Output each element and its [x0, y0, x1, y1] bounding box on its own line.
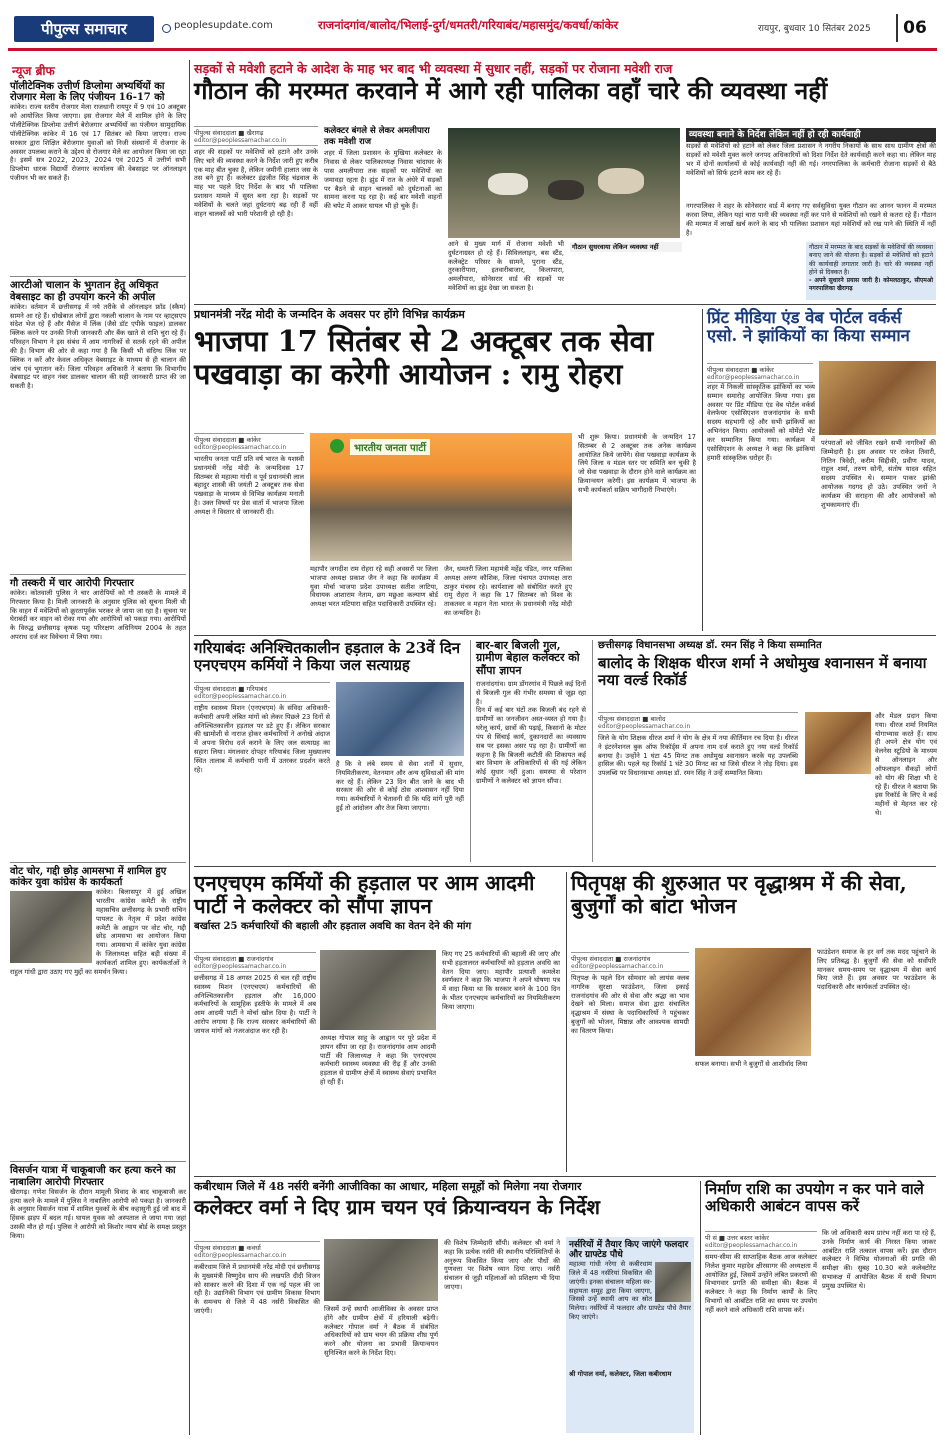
brief-item: [10, 81, 186, 273]
bjp-kicker: प्रधानमंत्री नरेंद्र मोदी के जन्मदिन के अवसर पर होंगे विभिन्न कार्यक्रम: [194, 308, 465, 321]
cattle-quote: गौठान में मरम्मत के बाद सड़कों के मवेशियों की व्यवस्था बनाए जाने की योजना है। सड़कों से मवेशियों को हटाने की कार्यवाही लगातार जारी है। चारे की व्यवस्था नहीं होने से दिक्कत है।: [809, 244, 933, 276]
nirman-headline: निर्माण राशि का उपयोग न कर पाने वाले अधिकारी आबंटन वापस करें: [705, 1180, 924, 1215]
cattle-col1: शहर की सड़कों पर मवेशियों को हटाने और उनके लिए चारे की व्यवस्था करने के निर्देश जारी हुए करीब एक माह बीत चुका है, लेकिन जमीनी हालात जस के तस बने हुए हैं। कलेक्टर इंद्रजीत सिंह चंद्रवाल के माह भर पहले दिए निर्देश के बाद भी पालिका प्रशासन मामले में सुस्त बना रहा है। सड़कों पर मवेशियों के चलते जहां दुर्घटनाएं बढ़ रही हैं वहीं वाहन चालकों को भारी परेशानी हो रही है।: [194, 148, 318, 218]
brief-body: कांकेर। वर्तमान में छत्तीसगढ़ में नये तरीके से ऑनलाइन फ्रॉड (स्कैम) सामने आ रहे हैं। धोखेबाज लोगों द्वारा नकली चालान के नाम पर व्हाट्सएप संदेश भेज रहे हैं और मैसेज में लिंक (जैसे डॉट एपीके फाइल) डालकर क्लिक करने पर उनकी निजी जानकारी और बैंक खाते से राशि चुरा रहे हैं। परिवहन विभाग ने इस संबंध में आम नागरिकों से सतर्क रहने की अपील की है। विभाग की ओर से कहा गया है कि किसी भी संदिग्ध लिंक पर क्लिक न करें और केवल अधिकृत वेबसाइट के माध्यम से ही चालान की जांच एवं भुगतान करें। जिला परिवहन अधिकारी ने बताया कि विभागीय वेबसाइट पर वाहन नंबर डालकर चालान की सही जानकारी प्राप्त की जा सकती है।: [10, 302, 186, 391]
bijli-lede: राजनांदगांव। ग्राम डोंगरगांव में पिछले कई दिनों से बिजली गुल की गंभीर समस्या से जूझ रहा है।: [476, 679, 586, 706]
nhm-aap-headline: एनएचएम कर्मियों की हड़ताल पर आम आदमी पार्टी ने कलेक्टर को सौंपा ज्ञापन: [194, 871, 535, 918]
kabirdham-col2: जिसमें उन्हें स्थायी आजीविका के अवसर प्राप्त होंगे और ग्रामीण क्षेत्रों में हरियाली बढ़ेगी। कलेक्टर गोपाल वर्मा ने बैठक में संबंधित अधिकारियों को ग्राम चयन की प्रक्रिया शीघ्र पूर्ण करने और योजना का प्रभावी क्रियान्वयन सुनिश्चित करने के निर्देश दिए।: [324, 1305, 438, 1358]
kabirdham-col1: कबीरधाम जिले में प्रधानमंत्री नरेंद्र मोदी एवं छत्तीसगढ़ के मुख्यमंत्री विष्णुदेव साय की लखपति दीदी विजन को साकार करने की दिशा में एक नई पहल की जा रही है। उद्यानिकी विभाग एवं ग्रामीण विकास विभाग के समन्वय से जिले में 48 नर्सरी विकसित की जाएंगी।: [194, 1263, 320, 1316]
brief-title: पॉलीटेक्निक उत्तीर्ण डिप्लोमा अभ्यर्थियों का रोजगार मेला के लिए पंजीयन 16-17 को: [10, 81, 165, 104]
news-brief-label: न्यूज ब्रीफ: [12, 64, 55, 78]
kabirdham-collector-photo: [655, 1262, 691, 1302]
brief-item: [10, 280, 186, 570]
bjp-col3: जैन, धमतरी जिला महामंत्री महेंद्र पंडित, नगर पालिका अध्यक्ष अरुण कौशिक, जिला पंचायत उपाध्यक्ष तारा ठाकुर मंचस्थ रहे। कार्यशाला को संबोधित करते हुए रामु रोहरा ने कहा कि 17 सितम्बर को विश्व के ताकतवर व महान नेता भारत के प्रधानमंत्री नरेंद्र मोदी का जन्मदिन है।: [444, 565, 572, 618]
kabirdham-kicker: कबीरधाम जिले में 48 नर्सरी बनेंगी आजीविका का आधार, महिला समूहों को मिलेगा नया रोजगार: [194, 1180, 582, 1193]
balod-photo: [805, 712, 871, 774]
cattle-story: [194, 62, 936, 300]
nhm-aap-sub: बर्खास्त 25 कर्मचारियों की बहाली और हड़ताल अवधि का वेतन देने की मांग: [194, 920, 472, 932]
brief-title: विसर्जन यात्रा में चाकूबाजी कर हत्या करने का नाबालिग आरोपी गिरफ्तार: [10, 1165, 176, 1188]
logo: [14, 16, 154, 42]
print-media-byline: पीपुल्स संवाददाता ■ कांकेर editor@peoplessamachar.co.in: [707, 363, 813, 383]
gariyaband-headline: गरियाबंदः अनिश्चितकालीन हड़ताल के 23वें दिन एनएचएम कर्मियों ने किया जल सत्याग्रह: [194, 639, 461, 674]
bijli-story: [470, 640, 586, 862]
pitru-col1: पितृपक्ष के पहले दिन सोमवार को लायंस क्लब नागरिक सुरक्षा फाउंडेशन, जिला इकाई राजनांदगांव की ओर से सेवा और श्रद्धा का भाव देखने को मिला। समाज सेवा द्वारा संचालित वृद्धाश्रम में संस्था के पदाधिकारियों ने पहुंचकर बुजुर्गों को भोजन, मिष्ठान्न और आवश्यक सामग्री का वितरण किया।: [571, 974, 689, 1035]
bjp-banner-text: भारतीय जनता पार्टी: [350, 439, 430, 455]
brief-body: कांकेर। कोतवाली पुलिस ने चार आरोपियों को गौ तस्करी के मामले में गिरफ्तार किया है। मिली जानकारी के अनुसार पुलिस को सूचना मिली थी कि वाहन में मवेशियों को क्रूरतापूर्वक भरकर ले जाया जा रहा है। सूचना पर घेराबंदी कर वाहन को रोका गया और आरोपियों को पकड़ा गया। आरोपियों के विरुद्ध छत्तीसगढ़ कृषक पशु परिरक्षण अधिनियम 2004 के तहत अपराध दर्ज कर विवेचना में लिया गया।: [10, 588, 186, 642]
brief-item: [10, 1165, 186, 1357]
brief-photo: [10, 891, 92, 963]
bjp-col1: भारतीय जनता पार्टी प्रति वर्ष भारत के यशस्वी प्रधानमंत्री नरेंद्र मोदी के जन्मदिवस 17 सितम्बर से महात्मा गांधी व पूर्व प्रधानमंत्री लाल बहादुर शास्त्री की जयंती 2 अक्टूबर तक सेवा पखवाड़ा के माध्यम से विभिन्न कार्यक्रम मनाती है। उक्त विषयों पर प्रेस वार्ता में भाजपा जिला अध्यक्ष ने विस्तार से जानकारी दी।: [194, 455, 304, 516]
gariyaband-byline: पीपुल्स संवाददाता ■ गरियाबंद editor@peoplessamachar.co.in: [194, 682, 330, 702]
nirman-col1: समय-सीमा की साप्ताहिक बैठक आज कलेक्टर निलेश कुमार महादेव क्षीरसागर की अध्यक्षता में आयोजित हुई, जिसमें उन्होंने लंबित प्रकरणों की विभागवार प्रगति की समीक्षा की। बैठक में कलेक्टर ने कहा कि निर्माण कार्यों के लिए विभागों को आबंटित राशि का समय पर उपयोग नहीं करने वाले अधिकारी राशि वापस करें।: [705, 1253, 817, 1314]
balod-kicker: छत्तीसगढ़ विधानसभा अध्यक्ष डॉ. रमन सिंह ने किया सम्मानित: [598, 640, 822, 651]
cattle-col3: आने से मुख्य मार्ग में रोजाना मवेशी भी दुर्घटनाग्रस्त हो रहे हैं। सिविललाइन, बस स्टैंड, कलेक्ट्रेट परिसर के सामने, पुराना स्टैंड, तुरकारीपारा, इतवारीबाजार, किलापारा, अमलीपारा, सोनेसरार वार्ड की सड़कों पर मवेशियों का झुंड देखा जा सकता है।: [448, 240, 564, 293]
balod-col1: जिले के योग शिक्षक धीरज शर्मा ने योग के क्षेत्र में नया कीर्तिमान रच दिया है। धीरज ने इंटरनेशनल बुक ऑफ रिकॉर्ड्स में अपना नाम दर्ज कराते हुए नया वर्ल्ड रिकॉर्ड बनाया है। उन्होंने 1 घंटा 45 मिनट तक अधोमुख श्वानासन करके यह उपलब्धि हासिल की। पहले यह रिकॉर्ड 1 घंटे 30 मिनट का था जिसे धीरज ने तोड़ दिया। इस उपलब्धि पर विधानसभा अध्यक्ष डॉ. रमन सिंह ने उन्हें सम्मानित किया।: [598, 734, 798, 778]
cattle-subhead: कलेक्टर बंगले से लेकर अमलीपारा तक मवेशी राज: [324, 126, 430, 147]
print-media-col2: परंपराओं को जीवित रखने सभी नागरिकों की जिम्मेदारी है। इस अवसर पर राकेश तिवारी, नितिन त्रिवेदी, करीम सिद्दीकी, प्रवीण यादव, राहुल शर्मा, तरुण सोनी, संतोष यादव सहित सदस्य उपस्थित थे। सम्मान पाकर झांकी आयोजक गदगद हो उठे। उपस्थित जनों ने कार्यक्रम की सराहना की और आयोजकों को शुभकामनाएं दीं।: [821, 439, 936, 509]
cattle-side-head: व्यवस्था बनाने के निर्देश लेकिन नहीं हो रही कार्यवाही: [686, 128, 936, 142]
brief-body: कांकेर। राज्य स्तरीय रोजगार मेला राजधानी रायपुर में 9 एवं 10 अक्टूबर को आयोजित किया जाएगा। इस रोजगार मेले में शामिल होने के लिए पॉलीटेक्निक डिप्लोमा उत्तीर्ण बेरोजगार अभ्यर्थियों का पंजीयन सामुदायिक पॉलीटेक्निक कांकेर में 16 एवं 17 सितंबर को किया जाएगा। राज्य सरकार द्वारा शिक्षित बेरोजगार युवाओं को निजी संस्थानों में रोजगार के अवसर उपलब्ध कराने के उद्देश्य से रोजगार मेले का आयोजन किया जा रहा है। इसमें सत्र 2022, 2023, 2024 एवं 2025 में उत्तीर्ण सभी डिप्लोमा धारक विद्यार्थी रोजगार कार्यालय की वेबसाइट पर ऑनलाइन पंजीयन भी कर सकते हैं।: [10, 103, 186, 182]
cattle-col2: शहर में जिला प्रशासन के मुखिया कलेक्टर के निवास से लेकर पालिकाध्यक्ष निवास चांदाघर के पास अमलीपारा तक सड़कों पर मवेशियों का जमावड़ा रहता है। झुंड में रात के अंधेरे में सड़कों पर बैठने से वाहन चालकों को दुर्घटनाओं का सामना करना पड़ रहा है। कई बार मवेशी वाहनों की चपेट में आकर घायल भी हो चुके हैं।: [324, 149, 442, 211]
masthead-rule: [8, 48, 937, 51]
bjp-col2: महापौर जगदीश राम रोहरा रहे सही अवसरों पर जिला भाजपा अध्यक्ष प्रकाश जैन ने कहा कि कार्यक्रम में युवा मोर्चा भाजपा प्रदेश उपाध्यक्ष सतीश लाटिया, विधायक आशाराम नेताम, छग मछुआ कल्याण बोर्ड अध्यक्ष भरत मटियारा सहित पदाधिकारी उपस्थित रहे।: [310, 565, 438, 609]
gariyaband-story: [194, 640, 464, 862]
kabirdham-photo: [324, 1239, 438, 1301]
page-number: 06: [896, 14, 932, 42]
news-brief-column: [10, 60, 186, 1435]
nhm-aap-story: [194, 872, 562, 1172]
pitru-col2: फाउंडेशन समाज के हर वर्ग तक मदद पहुंचाने के लिए प्रतिबद्ध है। बुजुर्गों की सेवा को सर्वोपरि मानकर समय-समय पर वृद्धाश्रम में सेवा कार्य किए जाते हैं। इस अवसर पर फाउंडेशन के पदाधिकारी और कार्यकर्ता उपस्थित रहे।: [817, 948, 936, 992]
brief-title: वोट चोर, गद्दी छोड़ आमसभा में शामिल हुए कांकेर युवा कांग्रेस के कार्यकर्ता: [10, 865, 167, 889]
pitru-photo: [695, 948, 811, 1056]
pitru-headline: पितृपक्ष की शुरुआत पर वृद्धाश्रम में की सेवा, बुजुर्गों को बांटा भोजन: [571, 871, 907, 918]
bjp-photo: [310, 433, 572, 561]
website-link[interactable]: peoplesupdate.com: [174, 20, 273, 31]
cattle-headline: गौठान की मरम्मत करवाने में आगे रही पालिका वहाँ चारे की व्यवस्था नहीं: [194, 76, 828, 105]
print-media-story: [707, 309, 936, 631]
bjp-headline: भाजपा 17 सितंबर से 2 अक्टूबर तक सेवा पखवाड़ा का करेगी आयोजन : रामु रोहरा: [194, 324, 654, 391]
kabirdham-side-body: महात्मा गांधी नरेगा से कबीरधाम जिले में 48 नर्सरियां विकसित की जाएंगी। इनका संचालन महिला स्व-सहायता समूह द्वारा किया जाएगा, जिससे उन्हें स्थायी आय का स्रोत मिलेगा। नर्सरियों में फलदार और ग्राफ्टेड पौधे तैयार किए जाएंगे।: [569, 1260, 691, 1322]
cattle-photo-body: नगरपालिका ने शहर के सोनेसरार वार्ड में बनाए गए सर्वसुविधा युक्त गौठान का आनन फानन में मरम्मत करवा लिया, लेकिन यहां चारा पानी की व्यवस्था नहीं कर पाने से मवेशियों को रखने से कतरा रहे हैं। गौठान की मरम्मत में लाखों खर्च करने के बाद भी पालिका प्रशासन यहां मवेशियों को रख पाने की स्थिति में नहीं है।: [686, 202, 936, 237]
kabirdham-headline: कलेक्टर वर्मा ने दिए ग्राम चयन एवं क्रियान्वयन के निर्देश: [194, 1195, 600, 1220]
print-media-headline: प्रिंट मीडिया एंड वेब पोर्टल वर्कर्स एसो. ने झांकियों का किया सम्मान: [707, 308, 910, 346]
cattle-side-body: सड़कों से मवेशियों को हटाने को लेकर जिला प्रशासन ने नगरीय निकायों के साथ साथ ग्रामीण क्षेत्रों की सड़कों को मवेशी मुक्त करने जनपद अधिकारियों को दिशा निर्देश देते कार्यवाही करने कहा था। लेकिन माह भर में दोनों कार्यालयों से कोई कार्यवाही नहीं की गई। नगरपालिका के कर्मचारी रोजाना सड़कों से बैठे मवेशियों को सिर्फ हटाने काम कर रहे हैं।: [686, 142, 936, 177]
gariyaband-photo: [336, 682, 464, 756]
nirman-col2: कि जो अधिकारी काम प्रारंभ नहीं करा पा रहे हैं, उनके निर्माण कार्य की निरस्त किया जाकर आबंटित राशि तत्काल वापस करें। इस दौरान कलेक्टर ने विभिन्न योजनाओं की प्रगति की समीक्षा की। सुबह 10.30 बजे कलेक्टोरेट सभाकक्ष में आयोजित बैठक में सभी विभाग प्रमुख उपस्थित थे।: [822, 1229, 936, 1290]
cattle-photo: [448, 128, 680, 238]
globe-icon: [162, 24, 171, 33]
dateline: रायपुर, बुधवार 10 सितंबर 2025: [758, 24, 871, 34]
nhm-aap-photo: [320, 950, 436, 1030]
brief-body: खैरागढ़। गणेश विसर्जन के दौरान मामूली विवाद के बाद चाकूबाजी कर हत्या करने के मामले में पुलिस ने नाबालिग आरोपी को पकड़ा है। जानकारी के अनुसार विसर्जन यात्रा में शामिल युवकों के बीच कहासुनी हुई जो बाद में हिंसक झड़प में बदल गई। घायल युवक को अस्पताल ले जाया गया जहां उसकी मौत हो गई। पुलिस ने आरोपी को किशोर न्याय बोर्ड के समक्ष प्रस्तुत किया।: [10, 1187, 186, 1240]
bjp-lotus-icon: [330, 439, 344, 453]
kabirdham-col3: की विशेष जिम्मेदारी सौंपी। कलेक्टर श्री वर्मा ने कहा कि प्रत्येक नर्सरी की स्थानीय परिस्थितियों के अनुरूप विकसित किया जाए और पौधों की गुणवत्ता पर विशेष ध्यान दिया जाए। नर्सरी संचालन से जुड़ी महिलाओं को प्रशिक्षण भी दिया जाएगा।: [444, 1239, 560, 1292]
cattle-photo-caption: गौठान सुधरवाया लेकिन व्यवस्था नहीं: [570, 242, 682, 252]
print-media-photo: [819, 361, 936, 435]
brief-item: [10, 578, 186, 859]
nhm-aap-col3: किए गए 25 कर्मचारियों की बहाली की जाए और सभी हड़तालरत कर्मचारियों को हड़ताल अवधि का वेतन दिया जाए। महापौर प्रत्याशी कमलेश स्वर्णकार ने कहा कि भाजपा ने अपने घोषणा पत्र में वादा किया था कि सरकार बनने के 100 दिन के भीतर एनएचएम कर्मचारियों का नियमितीकरण किया जाएगा।: [442, 950, 560, 1011]
balod-col2b: [805, 778, 937, 838]
regions-bar: राजनांदगांव/बालोद/भिलाई-दुर्ग/धमतरी/गरियाबंद/महासमुंद/कवर्धा/कांकेर: [318, 18, 619, 32]
bjp-col4: भी शुरू किया। प्रधानमंत्री के जन्मदिन 17 सितम्बर से 2 अक्टूबर तक अनेक कार्यक्रम आयोजित किये जायेंगे। सेवा पखवाड़ा कार्यक्रम के लिये जिला व मंडल स्तर पर समिति बन चुकी है जो सेवा पखवाड़ा के दौरान होने वाले कार्यक्रम का क्रियान्वयन करेगी। इस कार्यक्रम में भाजपा के सभी कार्यकर्ता सक्रिय भागीदारी निभाएंगे।: [578, 433, 696, 494]
cattle-byline: पीपुल्स संवाददाता ■ खैरागढ़ editor@peoplessamachar.co.in: [194, 126, 318, 146]
brief-title: आरटीओ चालान के भुगतान हेतु अधिकृत वेबसाइट का ही उपयोग करने की अपील: [10, 280, 159, 303]
masthead: [0, 0, 945, 58]
bijli-body: दिन में कई बार घंटों तक बिजली बंद रहने से ग्रामीणों का जनजीवन अस्त-व्यस्त हो गया है। घरेलू कार्य, छात्रों की पढ़ाई, किसानों के मोटर पंप से सिंचाई कार्य, दुकानदारों का व्यवसाय सब पर इसका असर पड़ रहा है। ग्रामीणों का कहना है कि बिजली कटौती की शिकायत कई बार विभाग के अधिकारियों से की गई लेकिन कोई सुधार नहीं हुआ। समस्या से परेशान ग्रामीणों ने कलेक्टर को ज्ञापन सौंपा।: [476, 706, 586, 786]
brief-body: कांकेर। बिलासपुर में हुई अखिल भारतीय कांग्रेस कमेटी के राष्ट्रीय महासचिव छत्तीसगढ़ के प्रभारी सचिन पायलट के नेतृत्व में प्रदेश कांग्रेस कमेटी के आह्वान पर वोट चोर, गद्दी छोड़ आमसभा का आयोजन किया गया। आमसभा में कांकेर युवा कांग्रेस के जिलाध्यक्ष सहित बड़ी संख्या में कार्यकर्ता शामिल हुए। कार्यकर्ताओं ने राहुल गांधी द्वारा उठाए गए मुद्दों का समर्थन किया।: [10, 888, 186, 976]
cattle-quote-box: [806, 242, 936, 300]
balod-byline: पीपुल्स संवाददाता ■ बालोद editor@peoplessamachar.co.in: [598, 712, 798, 732]
kabirdham-side-head: नर्सरियों में तैयार किए जाएंगे फलदार और ग्राफ्टेड पौधे: [569, 1240, 689, 1261]
nirman-byline: पी सं ■ उत्तर बस्तर कांकेर editor@peoplessamachar.co.in: [705, 1231, 817, 1251]
brief-title: गौ तस्करी में चार आरोपी गिरफ्तार: [10, 577, 134, 589]
bijli-headline: बार-बार बिजली गुल, ग्रामीण बेहाल कलेक्टर को सौंपा ज्ञापन: [476, 639, 580, 677]
bjp-byline: पीपुल्स संवाददाता ■ कांकेर editor@peoplessamachar.co.in: [194, 433, 304, 453]
pitru-story: [571, 872, 936, 1172]
pitru-byline: पीपुल्स संवाददाता ■ राजनांदगांव editor@peoplessamachar.co.in: [571, 952, 689, 972]
kabirdham-byline: पीपुल्स संवाददाता ■ कवर्धा editor@peoplessamachar.co.in: [194, 1241, 320, 1261]
nhm-aap-col2: अध्यक्ष गोपाल साहू के आह्वान पर पूरे प्रदेश में ज्ञापन सौंपा जा रहा है। राजनांदगांव आम आदमी पार्टी की जिलाध्यक्ष ने कहा कि एनएचएम कर्मचारी स्वास्थ्य व्यवस्था की रीढ़ हैं और उनकी हड़ताल से ग्रामीण क्षेत्रों में स्वास्थ्य सेवाएं प्रभावित हो रही हैं।: [320, 1034, 436, 1087]
cattle-quote-by: - अपने सुधारने प्रयास जारी है। कोमलठाकुर, सीएमओ नगरपालिका खैरागढ़: [809, 277, 933, 293]
bjp-story: [194, 309, 698, 631]
kabirdham-story: [194, 1181, 696, 1435]
nhm-aap-col1: छत्तीसगढ़ में 18 अगस्त 2025 से चल रही राष्ट्रीय स्वास्थ्य मिशन (एनएचएम) कर्मचारियों की अनिश्चितकालीन हड़ताल और 16,000 कर्मचारियों के सामूहिक इस्तीफे के मामले में अब आम आदमी पार्टी ने मोर्चा खोल दिया है। पार्टी ने आरोप लगाया है कि राज्य सरकार कर्मचारियों की जायज मांगों को नजरअंदाज कर रही है।: [194, 974, 316, 1035]
balod-story: [592, 640, 936, 862]
balod-headline: बालोद के शिक्षक धीरज शर्मा ने अधोमुख श्वानासन में बनाया नया वर्ल्ड रिकॉर्ड: [598, 654, 927, 689]
gariyaband-col1: राष्ट्रीय स्वास्थ्य मिशन (एनएचएम) के संविदा अधिकारी-कर्मचारी अपनी लंबित मांगों को लेकर पिछले 23 दिनों से अनिश्चितकालीन हड़ताल पर डटे हुए हैं। लेकिन सरकार की खामोशी से नाराज होकर कर्मचारियों ने अनोखे अंदाज में अपना विरोध दर्ज कराने के लिए जल सत्याग्रह का सहारा लिया। मंगलवार दोपहर गरियाबंद जिला मुख्यालय स्थित तालाब में कर्मचारी पानी में उतरकर प्रदर्शन करते रहे।: [194, 704, 330, 774]
kabirdham-side-box: [566, 1237, 694, 1433]
kabirdham-side-quote: श्री गोपाल वर्मा, कलेक्टर, जिला कबीरधाम: [569, 1370, 672, 1379]
brief-item: [10, 866, 186, 1158]
nhm-aap-byline: पीपुल्स संवाददाता ■ राजनांदगांव editor@peoplessamachar.co.in: [194, 952, 316, 972]
logo-text: पीपुल्स समाचार: [41, 20, 127, 38]
gariyaband-col2: है कि वे लंबे समय से सेवा शर्तों में सुधार, नियमितीकरण, वेतनमान और अन्य सुविधाओं की मांग कर रहे हैं। लेकिन 23 दिन बीत जाने के बाद भी सरकार की ओर से कोई ठोस आश्वासन नहीं दिया गया। कर्मचारियों ने चेतावनी दी कि यदि मांगें पूरी नहीं हुईं तो आंदोलन और तेज किया जाएगा।: [336, 760, 464, 813]
balod-col2: और मेडल प्रदान किया गया। धीरज शर्मा नियमित योगाभ्यास करते हैं। साथ ही अपने क्षेत्र योग एवं वेलनेस स्टूडियो के माध्यम से ऑनलाइन और ऑफलाइन सैकड़ों लोगों को योग की शिक्षा भी दे रहे हैं। धीरज ने बताया कि इस रिकॉर्ड के लिए वे कई महीनों से मेहनत कर रहे थे।: [875, 712, 937, 818]
cattle-kicker: सड़कों से मवेशी हटाने के आदेश के माह भर बाद भी व्यवस्था में सुधार नहीं, सड़कों पर रोजाना मवेशी राज: [194, 61, 673, 76]
pitru-caption: सफल बनाया। सभी ने बुजुर्गों से आशीर्वाद लिया: [695, 1060, 808, 1068]
nirman-story: [705, 1181, 936, 1435]
print-media-col1: शहर में निकली सांस्कृतिक झांकियों का भव्य सम्मान समारोह आयोजित किया गया। इस अवसर पर प्रिंट मीडिया एंड वेब पोर्टल वर्कर्स वेलफेयर एसोसिएशन राजनांदगांव के सभी सदस्य सहभागी रहे और सभी झांकियों का अभिनंदन किया। आयोजकों को मोमेंटो भेंट कर सम्मानित किया गया। कार्यक्रम में एसोसिएशन के अध्यक्ष ने कहा कि झांकियां हमारी सांस्कृतिक धरोहर हैं।: [707, 383, 815, 462]
